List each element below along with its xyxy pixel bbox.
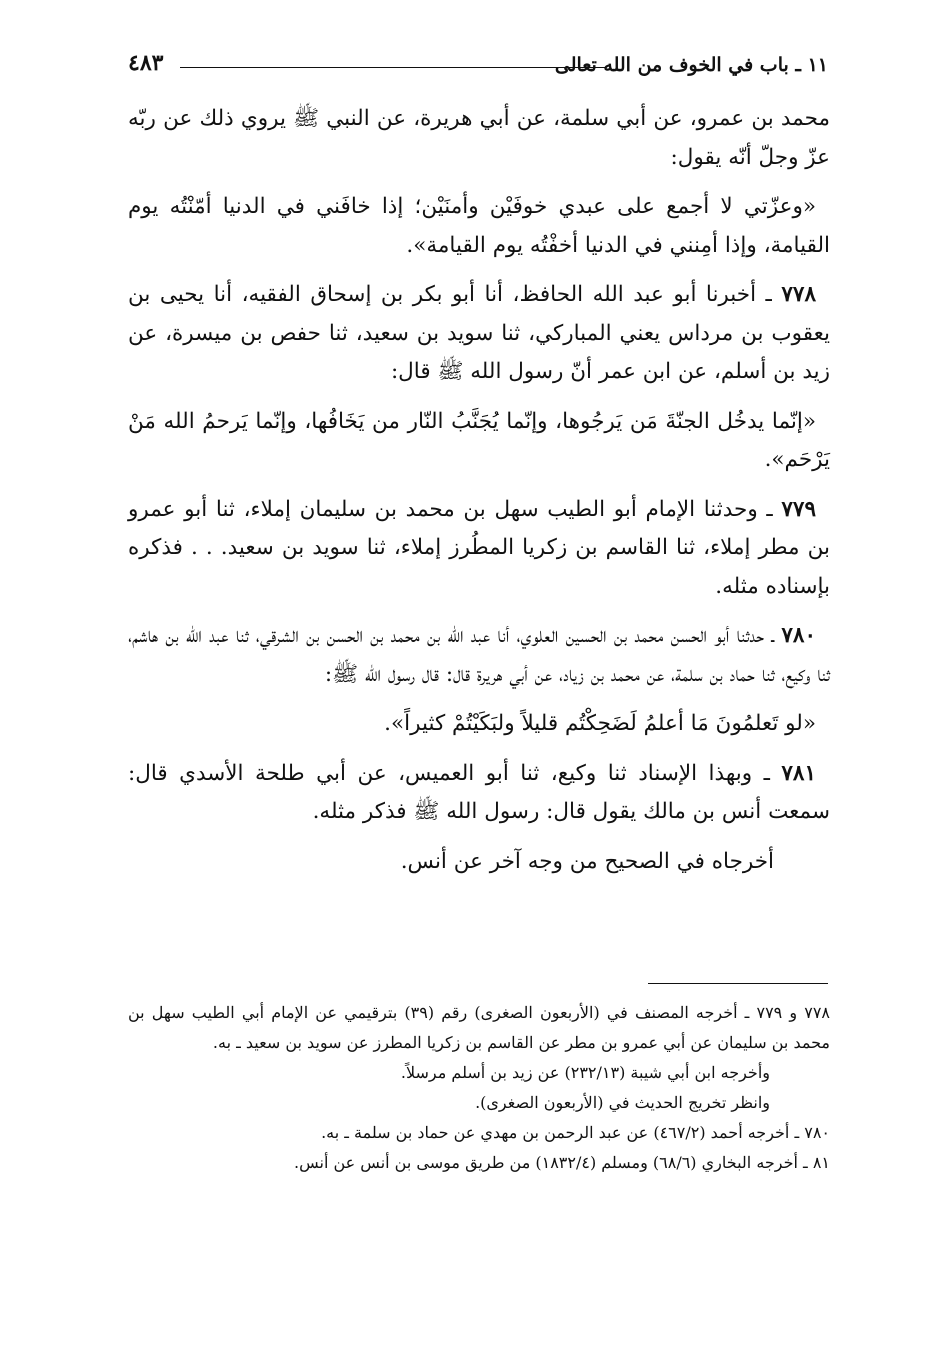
running-header [128, 50, 828, 90]
hadith-quote-2: «إنّما يدخُل الجنّةَ مَن يَرجُوها، وإنّما يُجَنَّبُ النّار من يَخَافُها، وإنّما يَرحمُ الله مَنْ يَرْحَم». [128, 408, 830, 472]
footnotes [128, 998, 830, 1178]
isnad-text: ـ وبهذا الإسناد ثنا وكيع، ثنا أبو العميس، عن أبي طلحة الأسدي قال: سمعت أنس بن مالك يقول قال: رسول الله ﷺ فذكر مثله. [128, 760, 830, 824]
isnad-text: ـ حدثنا أبو الحسن محمد بن الحسين العلوي، أنا عبد الله بن محمد بن الحسن بن الشرقي، ثنا عبد الله بن هاشم، ثنا وكيع، ثنا حماد بن سلمة، عن محمد بن زياد، عن أبي هريرة قال: قال رسول الله ﷺ: [128, 623, 830, 687]
hadith-number: ٧٧٩ [781, 496, 816, 522]
hadith-780 [128, 617, 830, 694]
closing-note: أخرجاه في الصحيح من وجه آخر عن أنس. [400, 848, 774, 874]
footnote-778-779: ٧٧٨ و ٧٧٩ ـ أخرجه المصنف في (الأربعون الصغرى) رقم (٣٩) بترقيمي عن الإمام أبي الطيب سهل بن محمد بن سليمان عن أبي عمرو بن مطر عن القاسم بن زكريا المطرز عن سويد بن سعيد ـ به. [128, 1003, 830, 1052]
hadith-number: ٧٧٨ [781, 282, 816, 307]
footnote-ibn-abi-shaybah: وأخرجه ابن أبي شيبة (٢٣٢/١٣) عن زيد بن أسلم مرسلاً. [400, 1063, 770, 1082]
header-rule [180, 67, 606, 68]
hadith-number: ٧٨١ [781, 760, 817, 786]
hadith-781 [128, 755, 830, 832]
hadith-779 [128, 491, 830, 607]
footnote-separator [648, 983, 828, 984]
page-number: ٤٨٣ [128, 50, 164, 76]
main-text [128, 100, 830, 892]
hadith-number: ٧٨٠ [781, 623, 816, 648]
paragraph-continuation: محمد بن عمرو، عن أبي سلمة، عن أبي هريرة، عن النبي ﷺ يروي ذلك عن ربّه عزّ وجلّ أنّه يقول: [128, 106, 830, 170]
footnote-see-also: وانظر تخريج الحديث في (الأربعون الصغرى). [475, 1093, 770, 1112]
footnote-781: ٨١ ـ أخرجه البخاري (٦٨/٦) ومسلم (١٨٣٢/٤) من طريق موسى بن أنس عن أنس. [294, 1153, 830, 1172]
chapter-title: ١١ ـ باب في الخوف من الله تعالى [554, 54, 828, 76]
isnad-text: ـ أخبرنا أبو عبد الله الحافظ، أنا أبو بكر بن إسحاق الفقيه، أنا يحيى بن يعقوب بن مرداس يعني المباركي، ثنا سويد بن سعيد، ثنا حفص بن ميسرة، عن زيد بن أسلم، عن ابن عمر أنّ رسول الله ﷺ قال: [128, 282, 830, 384]
isnad-text: ـ وحدثنا الإمام أبو الطيب سهل بن محمد بن سليمان إملاء، ثنا أبو عمرو بن مطر إملاء، ثنا القاسم بن زكريا المطُرز إملاء، ثنا سويد بن سعيد. . . فذكره بإسناده مثله. [128, 496, 830, 599]
hadith-quote-3: «لو تَعلمُونَ مَا أعلمُ لَضَحِكْتُم قليلاً ولبَكَيْتُمْ كثيراً». [384, 711, 816, 736]
footnote-780: ٧٨٠ ـ أخرجه أحمد (٤٦٧/٢) عن عبد الرحمن بن مهدي عن حماد بن سلمة ـ به. [321, 1123, 830, 1142]
hadith-quote-1: «وعزّتي لا أجمع على عبدي خوفَيْن وأمنَيْن؛ إذا خافَني في الدنيا أمّنْتُه يوم القيامة، وإذا أمِنني في الدنيا أخفْتُه يوم القيامة». [128, 194, 830, 258]
hadith-778 [128, 276, 830, 392]
